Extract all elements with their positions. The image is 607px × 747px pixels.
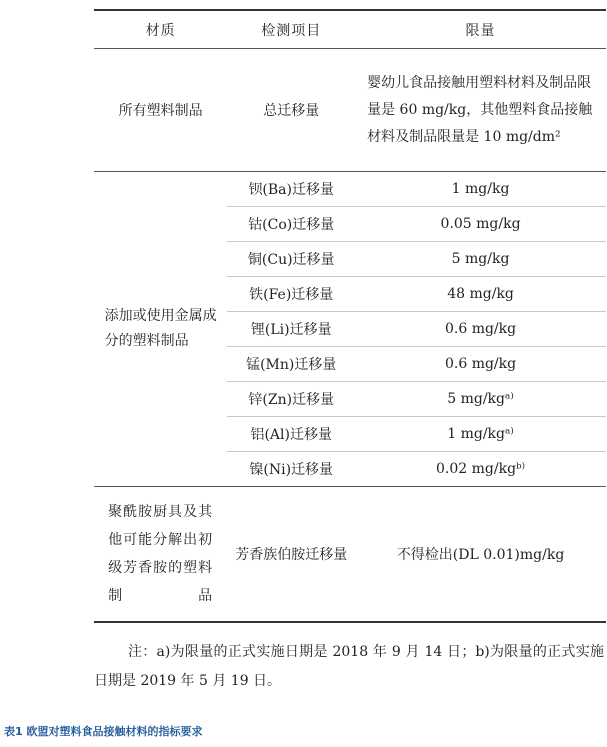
header-item: 检测项目: [227, 10, 355, 49]
limit-cell: 1 mg/kg: [355, 172, 606, 207]
material-text: 聚酰胺厨具及其他可能分解出初级芳香胺的塑料制品: [108, 504, 214, 604]
material-cell: [94, 487, 227, 623]
item-cell: 锂(Li)迁移量: [227, 312, 355, 347]
item-cell: 铝(Al)迁移量: [227, 417, 355, 452]
limit-cell: 0.05 mg/kg: [355, 207, 606, 242]
limit-cell: 5 mg/kgᵃ⁾: [355, 382, 606, 417]
item-cell: 芳香族伯胺迁移量: [235, 547, 348, 563]
material-text: 添加或使用金属成分的塑料制品: [104, 308, 217, 349]
limit-cell: 0.02 mg/kgᵇ⁾: [355, 452, 606, 487]
limits-table: [94, 9, 606, 623]
item-cell: 锌(Zn)迁移量: [227, 382, 355, 417]
limit-cell: 5 mg/kg: [355, 242, 606, 277]
item-cell: 钴(Co)迁移量: [227, 207, 355, 242]
limit-cell: 1 mg/kgᵃ⁾: [355, 417, 606, 452]
header-row: [94, 10, 606, 49]
table-caption: 表1 欧盟对塑料食品接触材料的指标要求: [4, 725, 203, 738]
item-cell: 镍(Ni)迁移量: [227, 452, 355, 487]
limit-cell: 婴幼儿食品接触用塑料材料及制品限量是 60 mg/kg，其他塑料食品接触材料及制品限量是 10 mg/dm²: [355, 49, 606, 172]
limit-cell: 48 mg/kg: [355, 277, 606, 312]
table-footnote: 注：a)为限量的正式实施日期是 2018 年 9 月 14 日；b)为限量的正式实施日期是 2019 年 5 月 19 日。: [94, 644, 604, 689]
table-row: [94, 172, 606, 207]
material-cell: [94, 172, 227, 487]
item-cell: 钡(Ba)迁移量: [227, 172, 355, 207]
item-cell: 铜(Cu)迁移量: [227, 242, 355, 277]
header-limit: 限量: [355, 10, 606, 49]
table-row: [94, 487, 606, 623]
header-material: 材质: [94, 10, 227, 49]
item-cell: 总迁移量: [227, 49, 355, 172]
item-cell: 铁(Fe)迁移量: [227, 277, 355, 312]
item-cell: 锰(Mn)迁移量: [227, 347, 355, 382]
limit-cell: 0.6 mg/kg: [355, 312, 606, 347]
limit-cell: 0.6 mg/kg: [355, 347, 606, 382]
limit-cell: 不得检出(DL 0.01)mg/kg: [396, 547, 565, 563]
table-row: [94, 49, 606, 172]
material-cell: 所有塑料制品: [94, 49, 227, 172]
